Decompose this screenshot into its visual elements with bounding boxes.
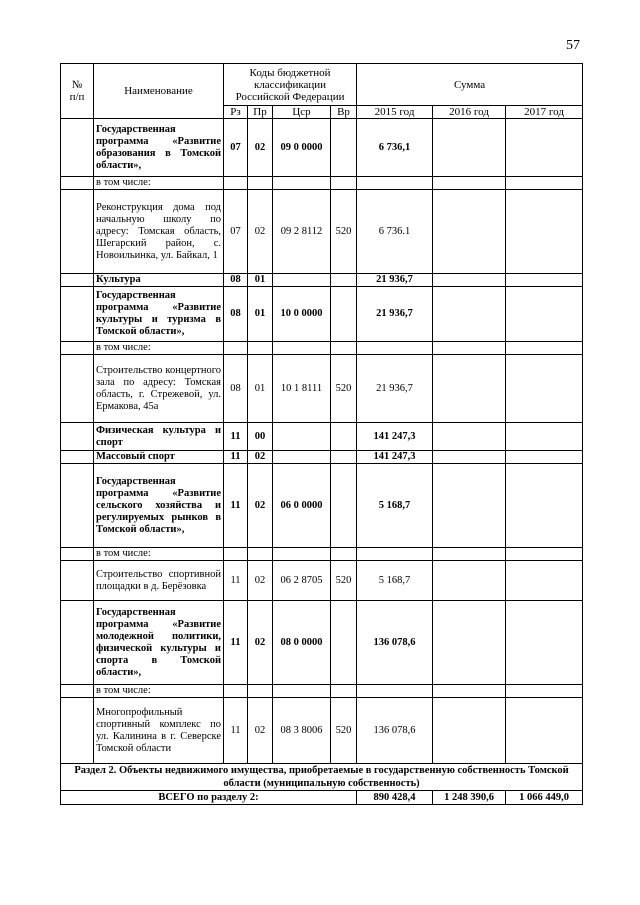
row-rz (224, 548, 248, 561)
row-vr (331, 685, 357, 698)
table-row (61, 274, 583, 287)
total-label: ВСЕГО по разделу 2: (61, 791, 357, 805)
row-sum-2016 (433, 342, 506, 355)
row-num (61, 685, 94, 698)
row-csr (273, 342, 331, 355)
table-row (61, 464, 583, 548)
row-sum-2015: 6 736,1 (357, 119, 433, 177)
page-number: 57 (566, 38, 580, 53)
header-name: Наименование (94, 64, 224, 119)
row-sum-2017 (506, 685, 583, 698)
row-csr (273, 423, 331, 451)
row-sum-2016 (433, 451, 506, 464)
total-2016: 1 248 390,6 (433, 791, 506, 805)
row-num (61, 601, 94, 685)
table-row (61, 698, 583, 764)
row-num (61, 119, 94, 177)
row-sum-2017 (506, 601, 583, 685)
table-row (61, 177, 583, 190)
row-pr: 02 (248, 190, 273, 274)
row-name: Строительство спортивной площадки в д. Берёзовка (94, 561, 224, 601)
row-num (61, 287, 94, 342)
row-num (61, 190, 94, 274)
row-num (61, 342, 94, 355)
row-pr: 02 (248, 451, 273, 464)
row-sum-2016 (433, 464, 506, 548)
row-name: в том числе: (94, 342, 224, 355)
row-pr (248, 342, 273, 355)
row-sum-2015: 21 936,7 (357, 287, 433, 342)
row-vr (331, 601, 357, 685)
row-sum-2017 (506, 423, 583, 451)
header-2017: 2017 год (506, 106, 583, 119)
row-rz: 11 (224, 561, 248, 601)
row-vr (331, 423, 357, 451)
table-row (61, 119, 583, 177)
row-name: Государственная программа «Развитие сельского хозяйства и регулируемых рынков в Томской области», (94, 464, 224, 548)
header-pr: Пр (248, 106, 273, 119)
row-sum-2016 (433, 698, 506, 764)
row-sum-2016 (433, 177, 506, 190)
row-vr (331, 119, 357, 177)
row-sum-2015: 141 247,3 (357, 451, 433, 464)
row-csr: 06 2 8705 (273, 561, 331, 601)
header-2016: 2016 год (433, 106, 506, 119)
table-row (61, 548, 583, 561)
row-sum-2015: 5 168,7 (357, 464, 433, 548)
row-vr (331, 177, 357, 190)
row-name: Государственная программа «Развитие молодежной политики, физической культуры и спорта в Томской области», (94, 601, 224, 685)
row-sum-2017 (506, 190, 583, 274)
row-name: Реконструкция дома под начальную школу по адресу: Томская область, Шегарский район, с. Новоильинка, ул. Байкал, 1 (94, 190, 224, 274)
row-num (61, 177, 94, 190)
row-vr (331, 287, 357, 342)
header-vr: Вр (331, 106, 357, 119)
table-row (61, 355, 583, 423)
row-rz: 11 (224, 464, 248, 548)
row-sum-2016 (433, 561, 506, 601)
table-row (61, 561, 583, 601)
row-rz: 11 (224, 601, 248, 685)
row-name: в том числе: (94, 548, 224, 561)
row-rz (224, 685, 248, 698)
total-2015: 890 428,4 (357, 791, 433, 805)
row-vr (331, 274, 357, 287)
row-pr (248, 548, 273, 561)
header-csr: Цср (273, 106, 331, 119)
row-vr (331, 342, 357, 355)
row-name: Государственная программа «Развитие культуры и туризма в Томской области», (94, 287, 224, 342)
row-name: в том числе: (94, 685, 224, 698)
table-row (61, 287, 583, 342)
row-sum-2017 (506, 287, 583, 342)
row-vr (331, 548, 357, 561)
row-sum-2016 (433, 548, 506, 561)
row-name: в том числе: (94, 177, 224, 190)
row-rz: 07 (224, 119, 248, 177)
row-pr: 02 (248, 119, 273, 177)
row-sum-2016 (433, 287, 506, 342)
section-title: Раздел 2. Объекты недвижимого имущества, приобретаемые в государственную собственность Томской области (муниципальную собственность) (61, 764, 583, 791)
row-sum-2015: 141 247,3 (357, 423, 433, 451)
header-sum: Сумма (357, 64, 583, 106)
row-num (61, 561, 94, 601)
header-2015: 2015 год (357, 106, 433, 119)
table-row (61, 451, 583, 464)
table-row (61, 342, 583, 355)
header-codes-line: Российской Федерации (235, 90, 345, 103)
table-row (61, 685, 583, 698)
row-sum-2017 (506, 561, 583, 601)
row-sum-2017 (506, 119, 583, 177)
row-sum-2017 (506, 177, 583, 190)
row-num (61, 464, 94, 548)
header-codes (224, 64, 357, 106)
row-rz: 08 (224, 287, 248, 342)
row-csr (273, 177, 331, 190)
row-pr: 00 (248, 423, 273, 451)
table-row (61, 423, 583, 451)
row-sum-2017 (506, 698, 583, 764)
row-name: Массовый спорт (94, 451, 224, 464)
row-name: Государственная программа «Развитие образования в Томской области», (94, 119, 224, 177)
row-csr (273, 685, 331, 698)
row-csr: 08 0 0000 (273, 601, 331, 685)
row-sum-2015: 136 078,6 (357, 698, 433, 764)
row-pr: 02 (248, 601, 273, 685)
row-name: Строительство концертного зала по адресу: Томская область, г. Стрежевой, ул. Ермакова, 45а (94, 355, 224, 423)
row-sum-2016 (433, 685, 506, 698)
row-num (61, 698, 94, 764)
row-name: Культура (94, 274, 224, 287)
total-2017: 1 066 449,0 (506, 791, 583, 805)
row-rz: 08 (224, 274, 248, 287)
row-csr (273, 548, 331, 561)
row-vr: 520 (331, 355, 357, 423)
row-sum-2015: 5 168,7 (357, 561, 433, 601)
row-rz: 08 (224, 355, 248, 423)
row-sum-2015: 21 936,7 (357, 355, 433, 423)
row-sum-2016 (433, 423, 506, 451)
row-name: Многопрофильный спортивный комплекс по ул. Калинина в г. Северске Томской области (94, 698, 224, 764)
row-csr: 08 3 8006 (273, 698, 331, 764)
row-sum-2015 (357, 685, 433, 698)
row-sum-2015 (357, 177, 433, 190)
row-pr: 01 (248, 287, 273, 342)
row-vr: 520 (331, 561, 357, 601)
row-csr: 06 0 0000 (273, 464, 331, 548)
row-csr: 09 2 8112 (273, 190, 331, 274)
row-sum-2016 (433, 601, 506, 685)
row-csr: 10 0 0000 (273, 287, 331, 342)
header-num: № п/п (61, 64, 94, 119)
total-row (61, 791, 583, 805)
row-csr: 09 0 0000 (273, 119, 331, 177)
row-csr: 10 1 8111 (273, 355, 331, 423)
row-vr: 520 (331, 190, 357, 274)
row-sum-2016 (433, 274, 506, 287)
row-pr: 02 (248, 561, 273, 601)
row-sum-2017 (506, 355, 583, 423)
row-pr: 01 (248, 355, 273, 423)
row-sum-2015 (357, 548, 433, 561)
table-body (61, 119, 583, 764)
section-row (61, 764, 583, 791)
row-pr: 02 (248, 698, 273, 764)
row-sum-2015: 136 078,6 (357, 601, 433, 685)
row-num (61, 548, 94, 561)
row-num (61, 274, 94, 287)
header-codes-line: Коды бюджетной (249, 66, 331, 79)
row-sum-2016 (433, 190, 506, 274)
row-sum-2015: 21 936,7 (357, 274, 433, 287)
row-rz: 11 (224, 698, 248, 764)
row-num (61, 451, 94, 464)
row-csr (273, 274, 331, 287)
row-sum-2017 (506, 464, 583, 548)
row-sum-2017 (506, 451, 583, 464)
header-rz: Рз (224, 106, 248, 119)
row-sum-2015 (357, 342, 433, 355)
row-name: Физическая культура и спорт (94, 423, 224, 451)
row-rz (224, 177, 248, 190)
row-rz: 11 (224, 451, 248, 464)
row-sum-2016 (433, 355, 506, 423)
row-vr: 520 (331, 698, 357, 764)
table-row (61, 190, 583, 274)
row-rz: 11 (224, 423, 248, 451)
row-pr: 02 (248, 464, 273, 548)
row-vr (331, 451, 357, 464)
row-num (61, 423, 94, 451)
row-pr: 01 (248, 274, 273, 287)
table-row (61, 601, 583, 685)
row-vr (331, 464, 357, 548)
row-sum-2017 (506, 342, 583, 355)
row-csr (273, 451, 331, 464)
row-rz (224, 342, 248, 355)
row-rz: 07 (224, 190, 248, 274)
row-sum-2017 (506, 274, 583, 287)
budget-table (60, 63, 583, 805)
row-pr (248, 685, 273, 698)
row-sum-2017 (506, 548, 583, 561)
row-num (61, 355, 94, 423)
row-pr (248, 177, 273, 190)
row-sum-2016 (433, 119, 506, 177)
row-sum-2015: 6 736.1 (357, 190, 433, 274)
header-codes-line: классификации (253, 78, 327, 91)
